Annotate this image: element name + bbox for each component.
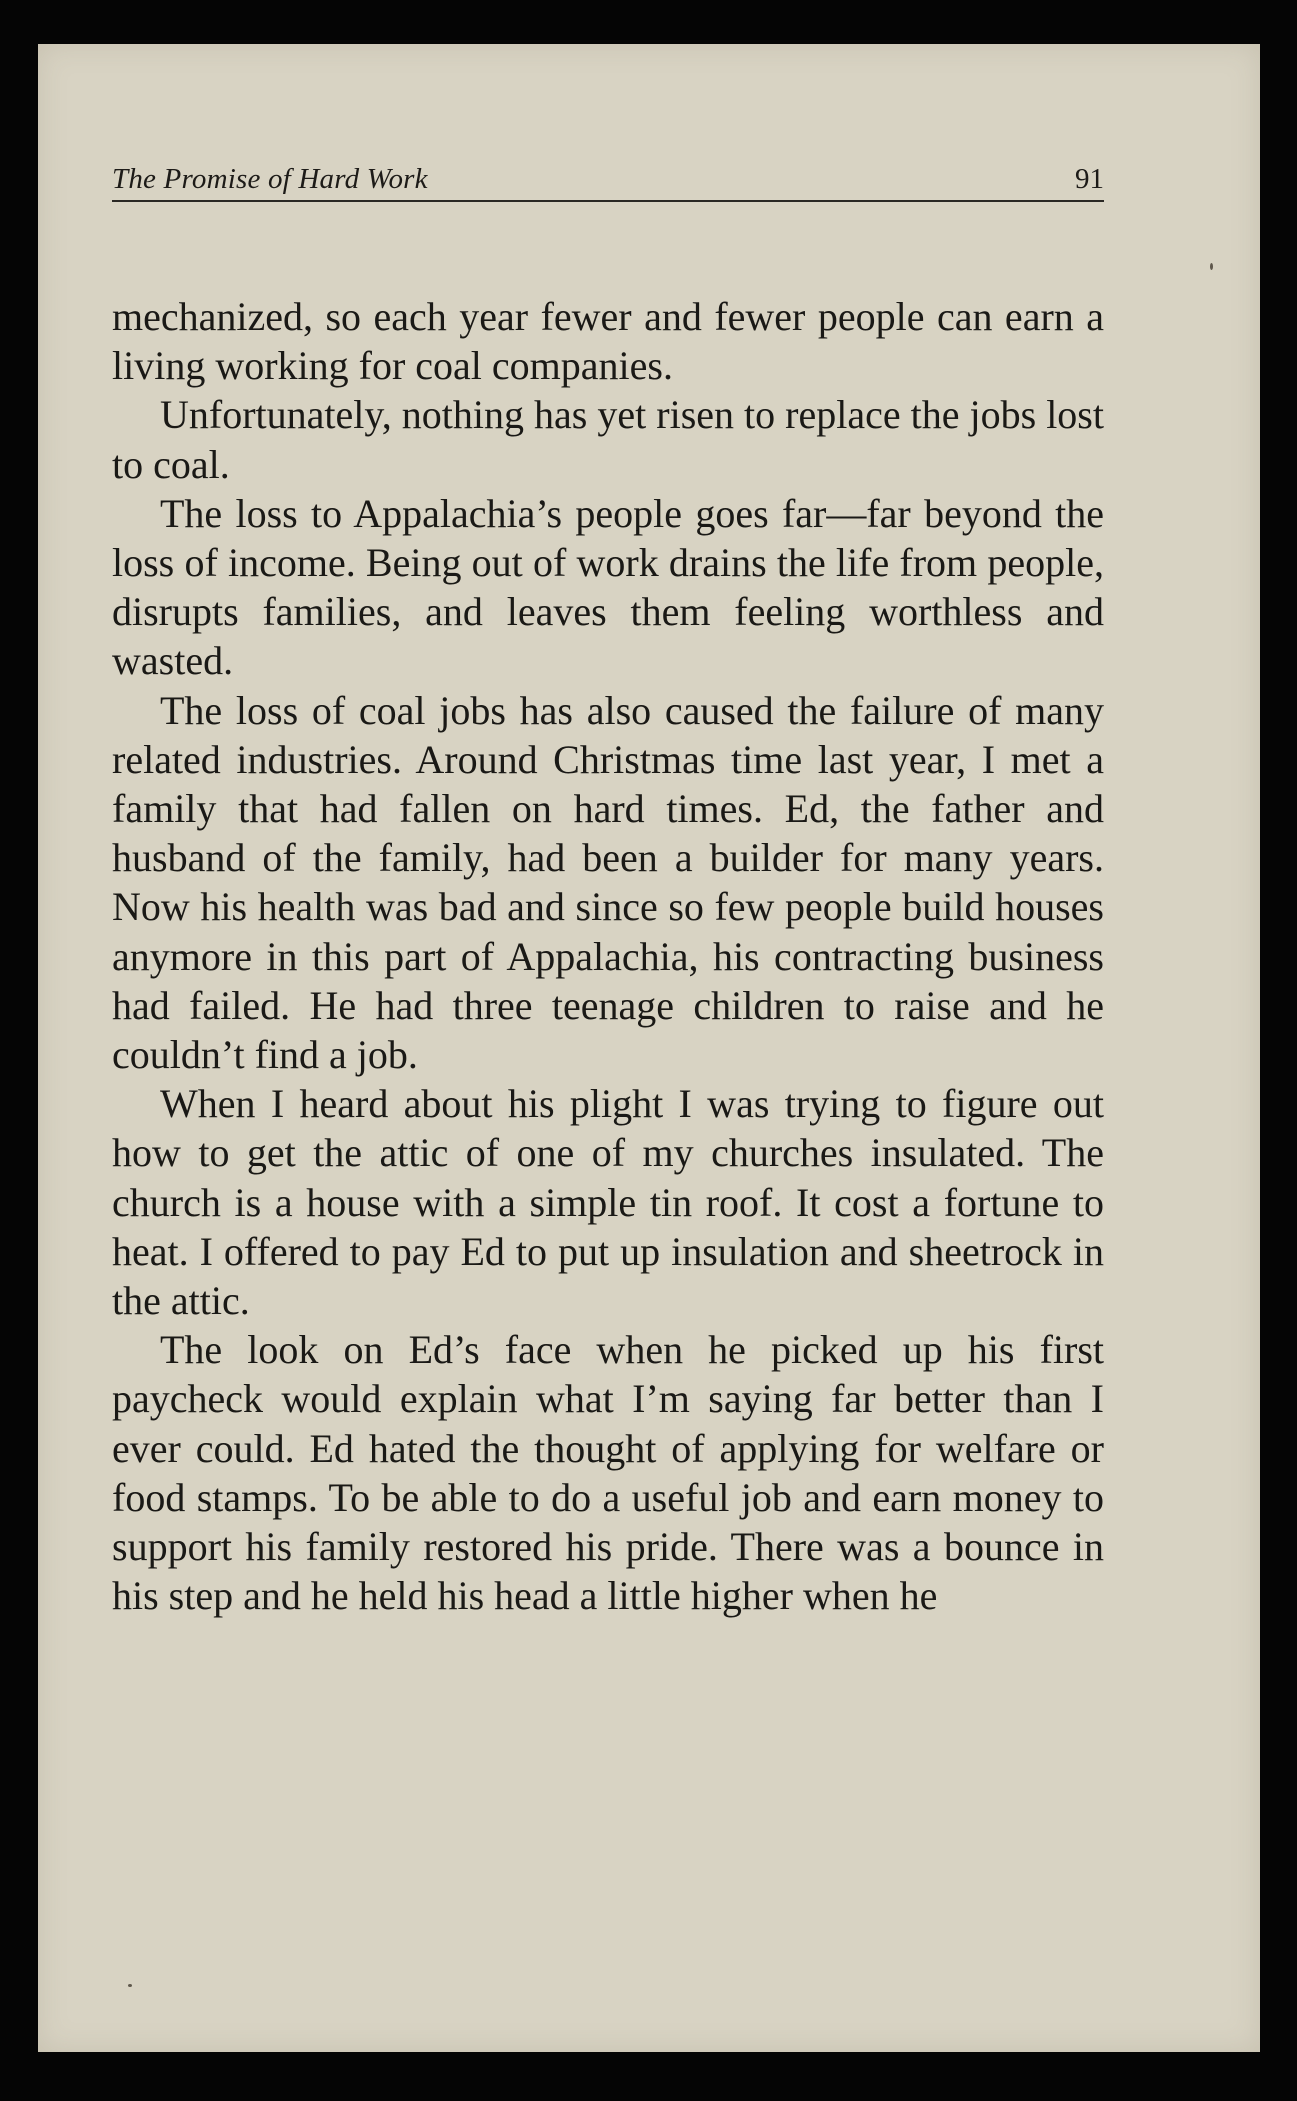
paper-speck	[128, 1984, 132, 1987]
paragraph: The look on Ed’s face when he picked up his first paycheck would explain what I’m saying far better than I ever could. Ed hated the thought of applying for welfare or food stamps. To be able to do a useful job and earn money to support his family restored his pride. There was a bounce in his step and he held his head a little higher when he	[112, 1327, 1104, 1619]
page-number: 91	[1075, 163, 1104, 195]
paper-speck	[1210, 263, 1213, 270]
paragraph: The loss of coal jobs has also caused the failure of many related industries. Around Christmas time last year, I met a family that had fallen on hard times. Ed, the father and husband of the family, had been a builder for many years. Now his health was bad and since so few people build houses anymore in this part of Appalachia, his contracting business had failed. He had three teenage children to raise and he couldn’t find a job.	[112, 687, 1104, 1078]
paragraph: Unfortunately, nothing has yet risen to replace the jobs lost to coal.	[112, 392, 1104, 487]
paragraph: The loss to Appalachia’s people goes far—far beyond the loss of income. Being out of work drains the life from people, disrupts families, and leaves them feeling worthless and wasted.	[112, 490, 1104, 684]
running-title: The Promise of Hard Work	[112, 163, 428, 195]
body-text	[112, 292, 1104, 1620]
paragraph: mechanized, so each year fewer and fewer people can earn a living working for coal companies.	[112, 294, 1104, 389]
running-header	[112, 158, 1104, 202]
paragraph: When I heard about his plight I was trying to figure out how to get the attic of one of my churches insulated. The church is a house with a simple tin roof. It cost a fortune to heat. I offered to pay Ed to put up insulation and sheetrock in the attic.	[112, 1081, 1104, 1324]
